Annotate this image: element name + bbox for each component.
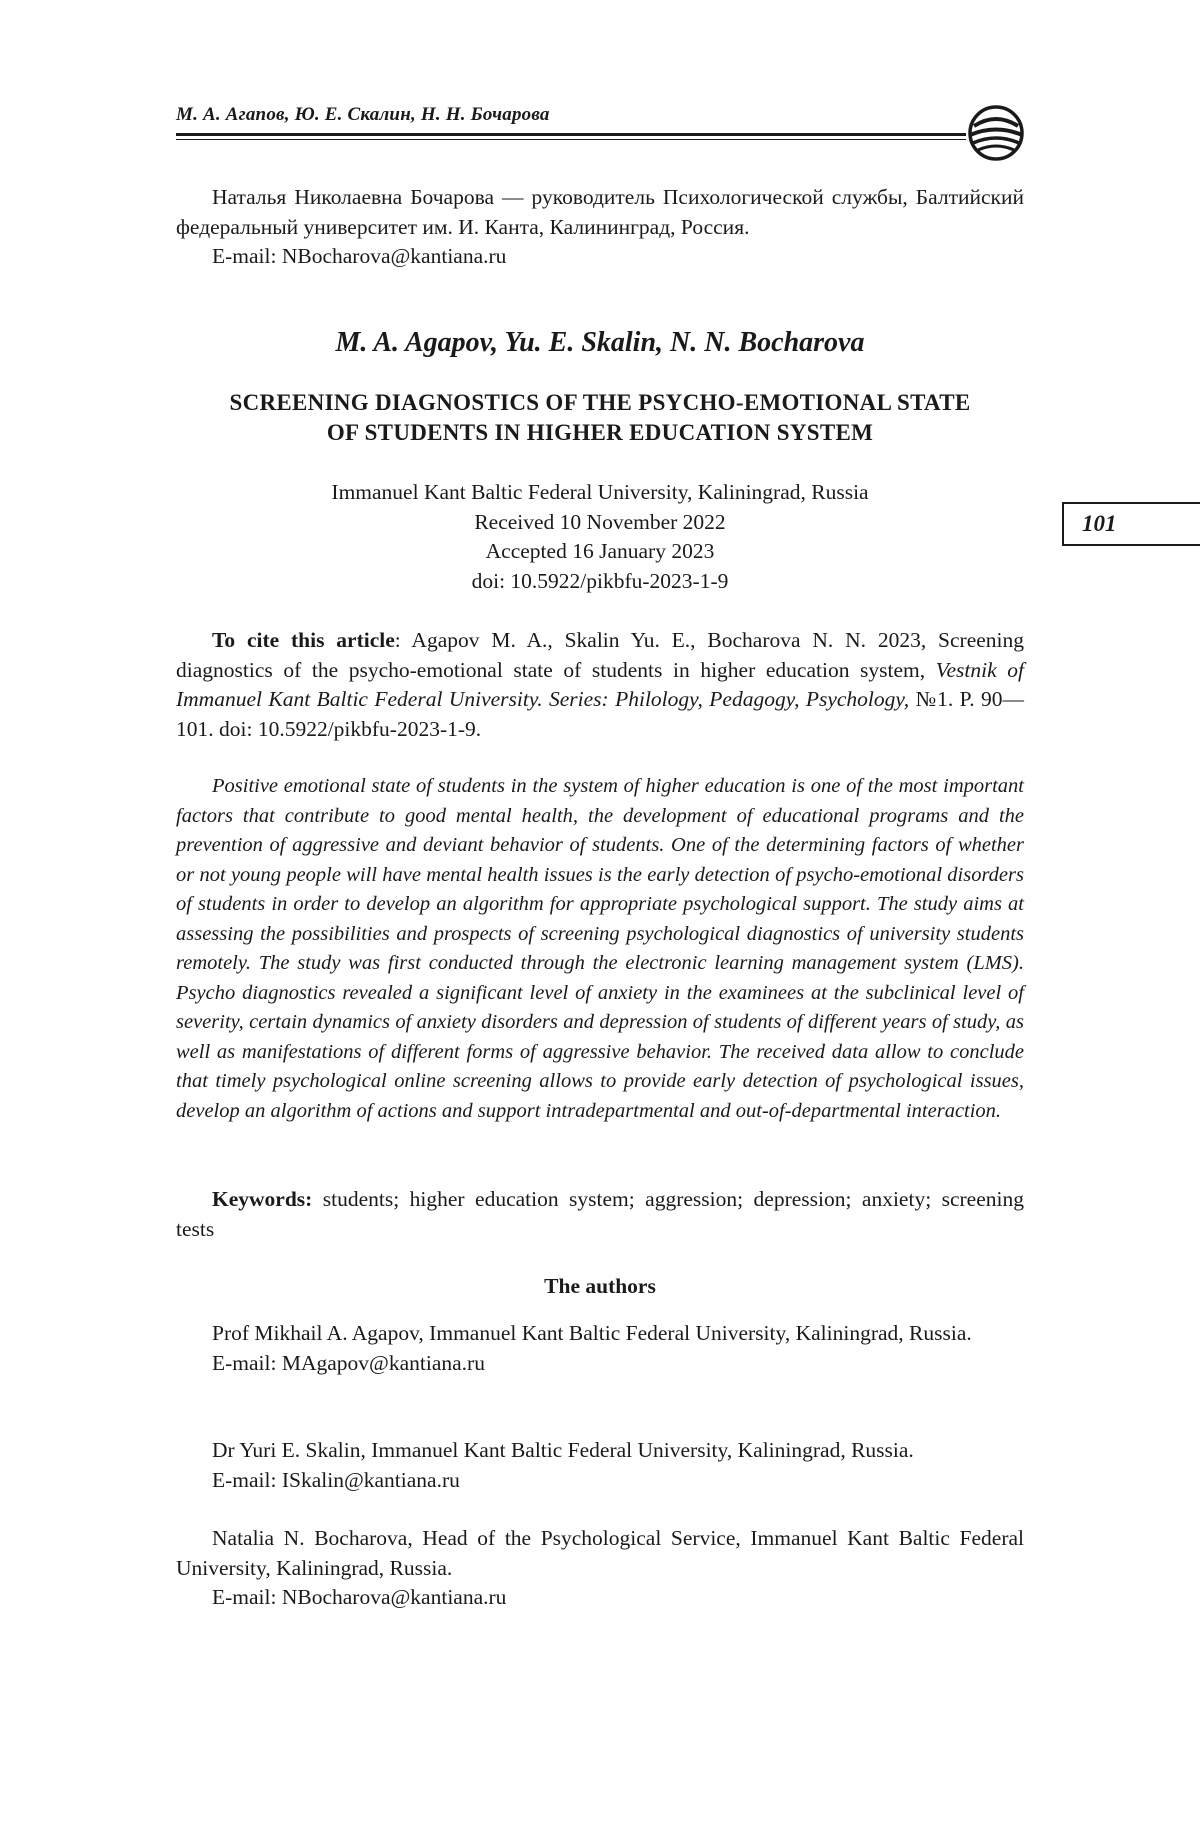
author-email: E-mail: NBocharova@kantiana.ru	[212, 1585, 507, 1609]
article-title	[176, 388, 1024, 448]
author-entry	[176, 1436, 1024, 1495]
author-line: Prof Mikhail A. Agapov, Immanuel Kant Baltic Federal University, Kaliningrad, Russia.	[212, 1321, 972, 1345]
article-authors: M. A. Agapov, Yu. E. Skalin, N. N. Bocharova	[335, 327, 865, 358]
citation-text: : Agapov M. A., Skalin Yu. E., Bocharova N. N. 2023, Screening diagnostics of the psycho-emotional state of students in higher education system,	[176, 628, 1025, 682]
citation-label: To cite this article	[212, 628, 395, 652]
author-line: Natalia N. Bocharova, Head of the Psychological Service, Immanuel Kant Baltic Federal University, Kaliningrad, Russia.	[176, 1526, 1024, 1580]
russian-author-info	[176, 183, 1024, 272]
title-line-1: SCREENING DIAGNOSTICS OF THE PSYCHO-EMOTIONAL STATE	[229, 390, 971, 415]
header-rule-thin	[176, 139, 966, 140]
citation	[176, 626, 1024, 744]
keywords-label: Keywords:	[212, 1187, 313, 1211]
header-rule-thick	[176, 133, 966, 136]
accepted-date: Accepted 16 January 2023	[485, 539, 715, 563]
journal-logo-icon	[965, 104, 1027, 162]
author-email: E-mail: MAgapov@kantiana.ru	[212, 1350, 485, 1375]
title-line-2: OF STUDENTS IN HIGHER EDUCATION SYSTEM	[326, 420, 874, 445]
authors-heading: The authors	[544, 1274, 656, 1298]
author-email: E-mail: ISkalin@kantiana.ru	[212, 1467, 460, 1492]
keywords-text: students; higher education system; aggression; depression; anxiety; screening tests	[176, 1187, 1024, 1241]
page-number-box: 101	[1062, 502, 1200, 546]
russian-author-email: E-mail: NBocharova@kantiana.ru	[212, 244, 507, 268]
author-entry	[176, 1319, 1024, 1378]
doi: doi: 10.5922/pikbfu-2023-1-9	[471, 568, 729, 593]
article-meta	[176, 478, 1024, 596]
abstract: Positive emotional state of students in the system of higher education is one of the most important factors that contribute to good mental health, the development of educational programs and the prevention of aggressive and deviant behavior of students. One of the determining factors of whether or not young people will have mental health issues is the early detection of psycho-emotional disorders of students in order to develop an algorithm for appropriate psychological support. The study aims at assessing the possibilities and prospects of screening psychological diagnostics of university students remotely. The study was first conducted through the electronic learning management system (LMS). Psycho diagnostics revealed a significant level of anxiety in the examinees at the subclinical level of severity, certain dynamics of anxiety disorders and depression of students of different years of study, as well as manifestations of different forms of aggressive behavior. The received data allow to conclude that timely psychological online screening allows to provide early detection of psychological issues, develop an algorithm of actions and support intradepartmental and out-of-departmental interaction.	[176, 775, 1024, 1122]
received-date: Received 10 November 2022	[474, 509, 726, 534]
keywords	[176, 1185, 1024, 1244]
citation-journal: Vestnik of Immanuel Kant Baltic Federal University. Series: Philology, Pedagogy, Psychology,	[176, 657, 1024, 711]
russian-author-line: Наталья Николаевна Бочарова — руководитель Психологической службы, Балтийский федеральный университет им. И. Канта, Калининград, Россия.	[176, 185, 1024, 239]
citation-pages: №1. P. 90—101. doi: 10.5922/pikbfu-2023-1-9.	[176, 687, 1024, 741]
author-entry	[176, 1524, 1024, 1613]
affiliation: Immanuel Kant Baltic Federal University, Kaliningrad, Russia	[331, 480, 869, 504]
author-line: Dr Yuri E. Skalin, Immanuel Kant Baltic Federal University, Kaliningrad, Russia.	[212, 1438, 914, 1462]
running-head: М. А. Агапов, Ю. Е. Скалин, Н. Н. Бочарова	[176, 104, 550, 125]
